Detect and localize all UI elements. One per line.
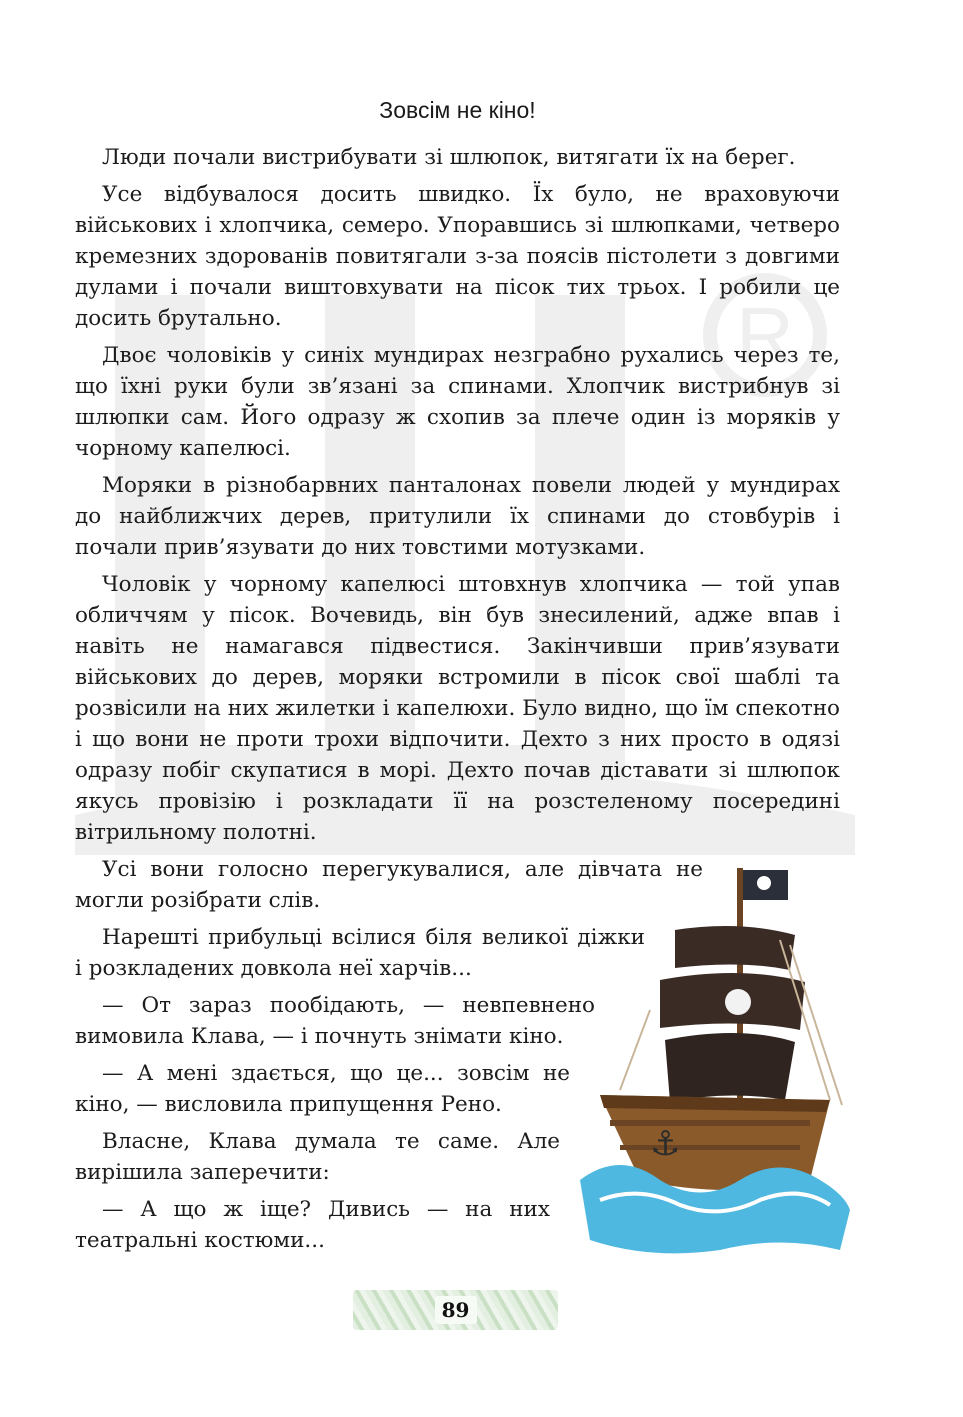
svg-text:R: R — [736, 291, 794, 380]
paragraph: — А мені здається, що це... зовсім не кіно, — висловила припущення Рено. — [75, 1061, 570, 1117]
paragraph: Чоловік у чорному капелюсі штовхнув хлопчика — той упав обличчям у пісок. Вочевидь, він був знесилений, адже впав і навіть не намагався підвестися. Закінчивши прив’язувати військових до дерев, моряки встромили в пісок свої шаблі та розвісили на них жилетки і капелюхи. Було видно, що їм спекотно і що вони не проти трохи відпочити. Дехто з них просто в одязі одразу побіг скупатися в морі. Дехто почав діставати зі шлюпок якусь провізію і розкладати її на розстеленому посередині вітрильному полотні. — [75, 572, 840, 845]
page-number-band — [353, 1290, 558, 1330]
paragraph: Власне, Клава думала те саме. Але вирішила заперечити: — [75, 1129, 560, 1185]
paragraph: Моряки в різнобарвних панталонах повели людей у мундирах до найближчих дерев, притулили їх спинами до стовбурів і почали прив’язувати до них товстими мотузками. — [75, 473, 840, 560]
paragraph: — А що ж іще? Дивись — на них театральні костюми... — [75, 1197, 550, 1253]
page-number: 89 — [441, 1298, 470, 1322]
paragraph: — От зараз пообідають, — невпевнено вимовила Клава, — і почнуть знімати кіно. — [75, 993, 595, 1049]
paragraph: Двоє чоловіків у синіх мундирах незграбно рухались через те, що їхні руки були зв’язані за спинами. Хлопчик вистрибнув зі шлюпки сам. Його одразу ж схопив за плече один із моряків у чорному капелюсі. — [75, 343, 840, 461]
page-title: Зовсім не кіно! — [379, 97, 536, 123]
paragraph: Усі вони голосно перегукувалися, але дівчата не могли розібрати слів. — [75, 857, 703, 913]
paragraph: Нарешті прибульці всілися біля великої діжки і розкладених довкола неї харчів... — [75, 925, 645, 981]
pirate-ship-illustration — [580, 850, 850, 1260]
paragraph: Усе відбувалося досить швидко. Їх було, не враховуючи військових і хлопчика, семеро. Упоравшись зі шлюпками, четверо кремезних здорованів повитягали з-за поясів пістолети з довгими дулами і почали виштовхувати на пісок тих трьох. І робили це досить брутально. — [75, 182, 840, 331]
paragraph: Люди почали вистрибувати зі шлюпок, витягати їх на берег. — [102, 145, 796, 170]
svg-text:⚓: ⚓ — [650, 1124, 681, 1164]
